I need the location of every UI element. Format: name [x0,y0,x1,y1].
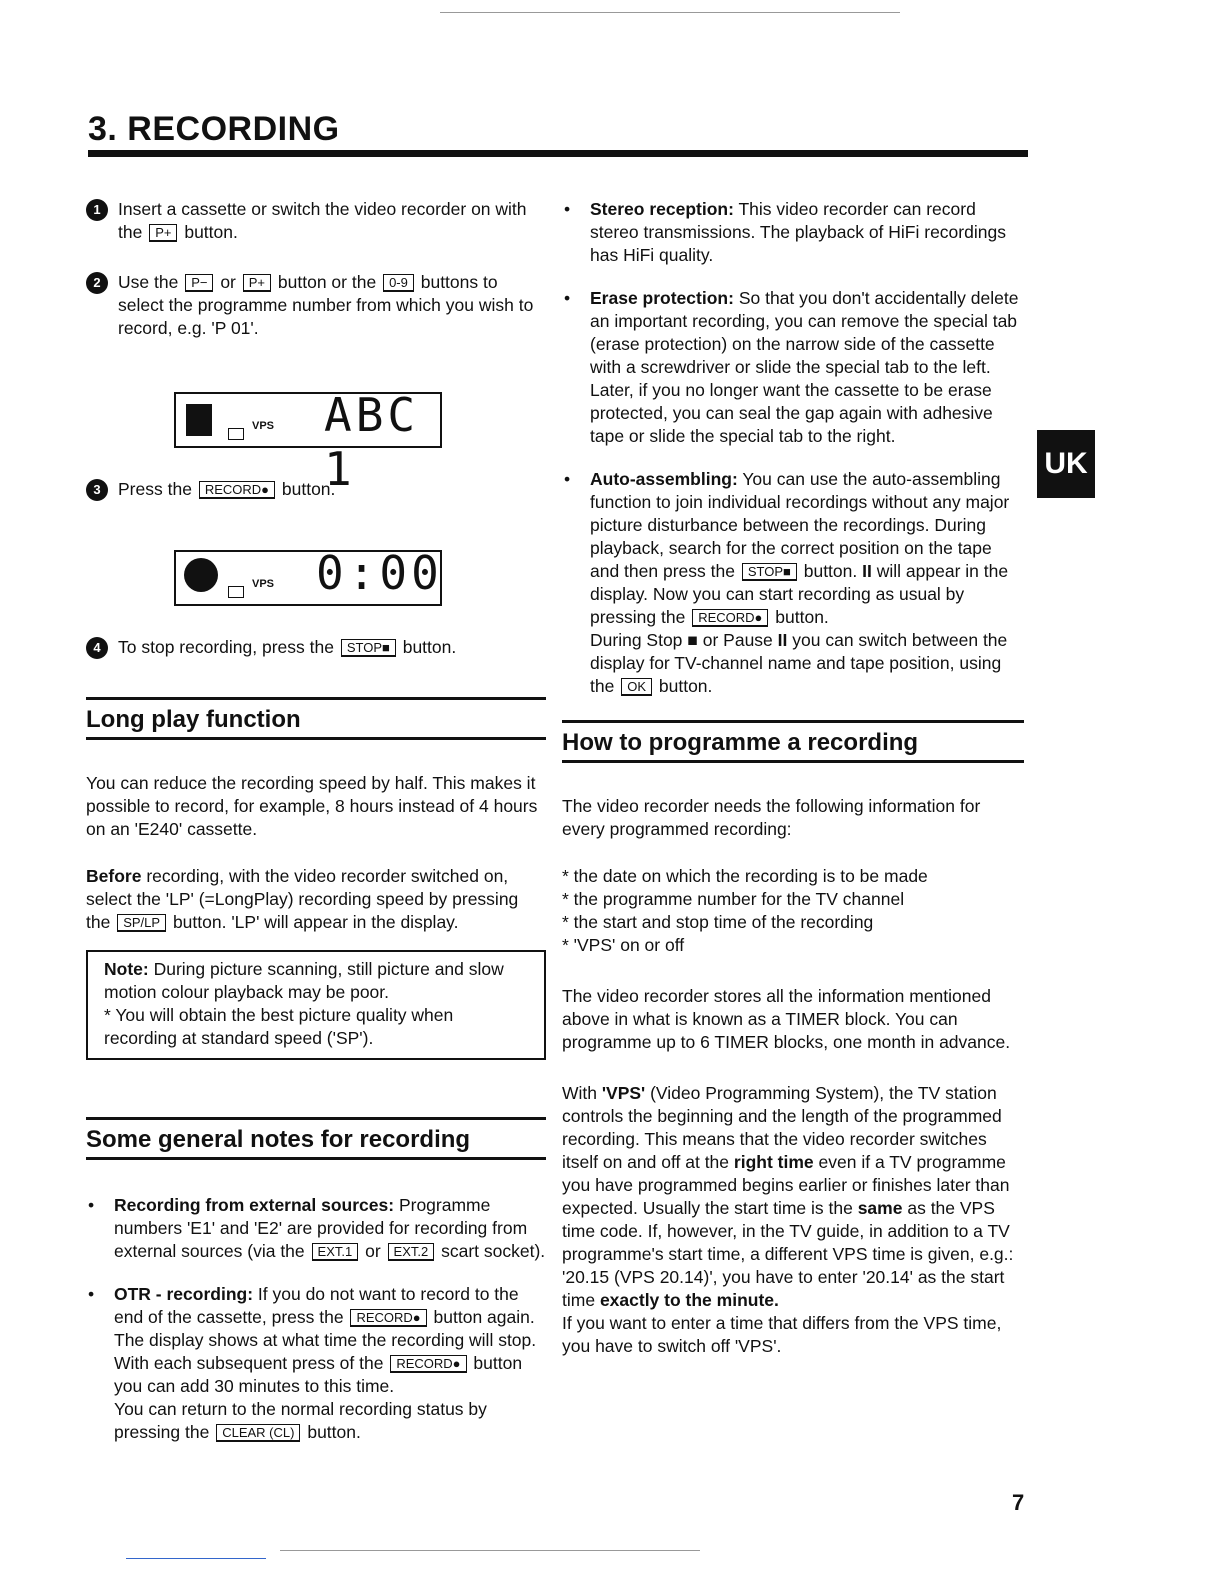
page-title: 3. RECORDING [88,110,340,148]
long-play-intro: You can reduce the recording speed by half. This makes it possible to record, for example, 8 hours instead of 4 hours on an 'E240' cassette. [86,773,538,839]
digit-keys: 0-9 [383,274,414,292]
step-4: 4 To stop recording, press the STOP■ button. [86,636,546,659]
step-number: 3 [86,479,108,501]
step-2: 2 Use the P− or P+ button or the 0-9 buttons to select the programme number from which you wish to record, e.g. 'P 01'. [86,271,546,340]
step-number: 2 [86,272,108,294]
section-heading: Some general notes for recording [86,1126,471,1153]
bullet-stereo: • Stereo reception: This video recorder can record stereo transmissions. The playback of HiFi recordings has HiFi quality. [562,198,1024,267]
list-item: * the programme number for the TV channel [562,889,905,909]
timer-block-paragraph: The video recorder stores all the information mentioned above in what is known as a TIMER block. You can programme up to 6 TIMER blocks, one month in advance. [562,986,1011,1052]
bullet-external-sources: • Recording from external sources: Programme numbers 'E1' and 'E2' are provided for recording from external sources (via the EXT.1 or EXT.2 scart socket). [86,1194,546,1263]
ext2-key: EXT.2 [388,1243,435,1261]
language-tab: UK [1037,430,1095,498]
long-play-section [86,697,546,1060]
section-heading: Long play function [86,706,301,733]
bullet-erase-protection: • Erase protection: So that you don't accidentally delete an important recording, you can remove the special tab (erase protection) on the narrow side of the cassette with a screwdriver or slide the special tab to the left. Later, if you no longer want the cassette to be erase protected, you can seal the gap again with adhesive tape or slide the special tab to the right. [562,287,1024,448]
section-heading: How to programme a recording [562,729,919,756]
bullet-auto-assembling: • Auto-assembling: You can use the auto-assembling function to join individual recordings without any major picture disturbance between the recordings. During playback, search for the correct position on the tape and then press the STOP■ button. II will appear in the display. Now you can start recording as usual by pressing the RECORD● button. During Stop ■ or Pause II you can switch between the display for TV-channel name and tape position, using the OK button. [562,468,1024,698]
left-column [86,198,546,340]
pause-icon: II [777,630,788,650]
display-panel-recording [174,546,443,606]
vps-indicator: VPS [252,420,275,432]
display-readout: 0:00 [316,546,443,600]
step-number: 1 [86,199,108,221]
general-notes-section [86,1117,546,1444]
record-indicator-icon [184,558,218,592]
vps-off-paragraph: If you want to enter a time that differs from the VPS time, you have to switch off 'VPS'. [562,1313,1002,1356]
record-key: RECORD● [350,1309,426,1327]
page-number: 7 [1012,1490,1025,1515]
cassette-icon [228,586,244,598]
bullet-otr-recording: • OTR - recording: If you do not want to record to the end of the cassette, press the RECORD● button again. The display shows at what time the recording will stop. With each subsequent press of the RECORD● button you can add 30 minutes to this time. You can return to the normal recording status by pressing the CLEAR (CL) button. [86,1283,546,1444]
display-readout: ABC 1 [324,388,420,496]
list-item: * 'VPS' on or off [562,935,685,955]
left-column-step4 [86,636,546,659]
record-key: RECORD● [199,481,275,499]
cassette-icon [228,428,244,440]
vps-paragraph: With 'VPS' (Video Programming System), the TV station controls the beginning and the length of the programmed recording. This means that the video recorder switches itself on and off at the right time even if a TV programme you have programmed begins earlier or finishes later than expected. Usually the start time is the same as the VPS time code. If, however, in the TV guide, in addition to a TV programme's start time, a different VPS time is given, e.g.: '20.15 (VPS 20.14)', you have to enter '20.14' as the start time exactly to the minute. [562,1083,1014,1310]
step-number: 4 [86,637,108,659]
long-play-instructions: Before recording, with the video recorder switched on, select the 'LP' (=LongPlay) recording speed by pressing the SP/LP button. 'LP' will appear in the display. [86,866,519,932]
record-key: RECORD● [390,1355,466,1373]
list-item: * the date on which the recording is to be made [562,866,928,886]
stop-key: STOP■ [341,639,396,657]
note-box: Note: During picture scanning, still picture and slow motion colour playback may be poor. * You will obtain the best picture quality when recording at standard speed ('SP'). [86,950,546,1060]
record-key: RECORD● [692,609,768,627]
list-item: * the start and stop time of the recording [562,912,874,932]
programme-requirements-list [562,865,1024,957]
programme-section [562,720,1024,1358]
stop-icon: ■ [687,630,698,650]
title-rule [88,150,1028,157]
p-minus-key: P− [185,274,213,292]
programme-intro: The video recorder needs the following information for every programmed recording: [562,796,981,839]
ok-key: OK [621,678,652,696]
clear-key: CLEAR (CL) [216,1424,300,1442]
sp-lp-key: SP/LP [117,914,166,932]
ext1-key: EXT.1 [312,1243,359,1261]
stop-indicator-icon [186,404,212,436]
pause-icon: II [862,561,872,581]
step-1: 1 Insert a cassette or switch the video recorder on with the P+ button. [86,198,546,244]
step-3: 3 Press the RECORD● button. [86,478,546,501]
p-plus-key: P+ [243,274,271,292]
stop-key: STOP■ [742,563,797,581]
vps-indicator: VPS [252,578,275,590]
scan-artifact [280,1550,700,1551]
scan-artifact [440,12,900,13]
right-column [562,198,1024,698]
p-plus-key: P+ [149,224,177,242]
left-column-step3 [86,478,546,501]
scan-artifact [126,1558,266,1559]
